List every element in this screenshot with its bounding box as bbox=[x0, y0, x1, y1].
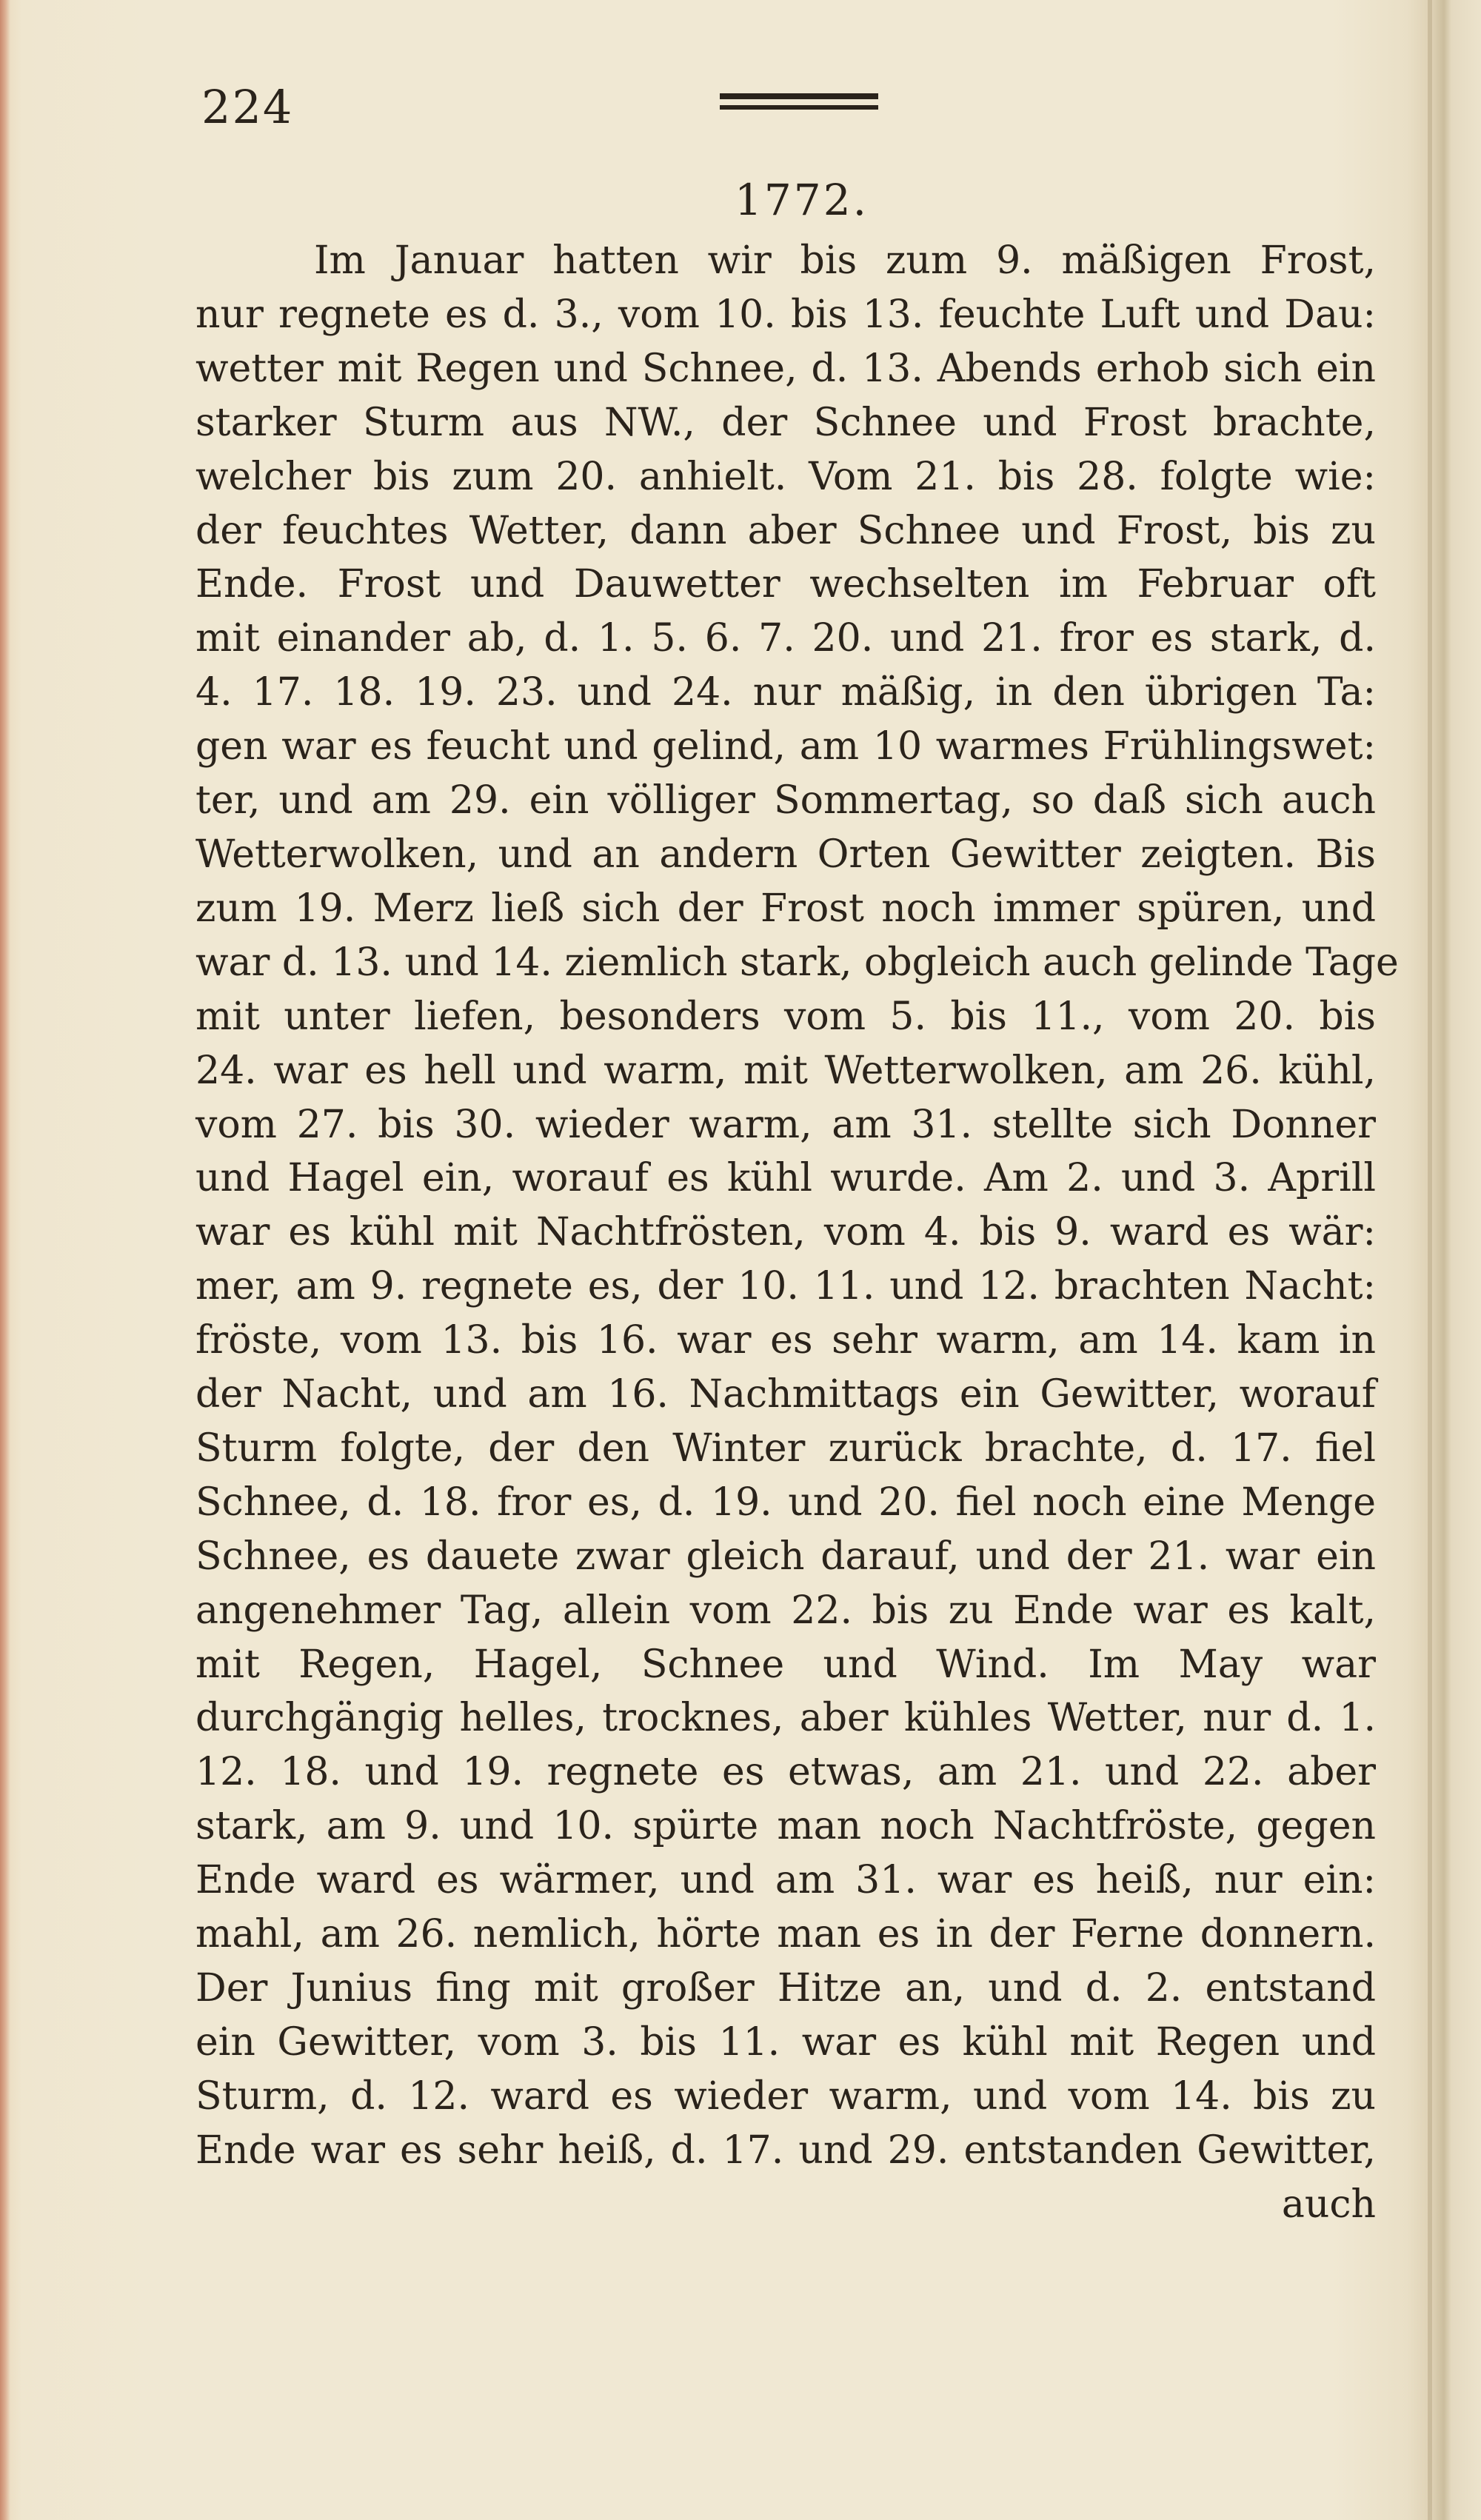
text-line: Sturm, d. 12. ward es wieder warm, und vom 14. bis zu bbox=[195, 2073, 1376, 2119]
text-line: mit unter liefen, besonders vom 5. bis 11., vom 20. bis bbox=[195, 994, 1376, 1039]
text-line: 4. 17. 18. 19. 23. und 24. nur mäßig, in den übrigen Ta: bbox=[195, 670, 1376, 715]
text-line: war d. 13. und 14. ziemlich stark, obgleich auch gelinde Tage bbox=[195, 940, 1399, 985]
text-line: welcher bis zum 20. anhielt. Vom 21. bis 28. folgte wie: bbox=[195, 454, 1376, 499]
text-line: vom 27. bis 30. wieder warm, am 31. stellte sich Donner bbox=[195, 1102, 1376, 1147]
text-line: 12. 18. und 19. regnete es etwas, am 21. und 22. aber bbox=[195, 1750, 1376, 1795]
text-line: Sturm folgte, der den Winter zurück brachte, d. 17. fiel bbox=[195, 1426, 1376, 1471]
text-line: 24. war es hell und warm, mit Wetterwolken, am 26. kühl, bbox=[195, 1048, 1376, 1093]
text-line: zum 19. Merz ließ sich der Frost noch immer spüren, und bbox=[195, 886, 1376, 931]
text-line: ein Gewitter, vom 3. bis 11. war es kühl mit Regen und bbox=[195, 2019, 1376, 2065]
text-line: angenehmer Tag, allein vom 22. bis zu Ende war es kalt, bbox=[195, 1588, 1376, 1633]
text-line: Wetterwolken, und an andern Orten Gewitter zeigten. Bis bbox=[195, 832, 1376, 877]
header-rule bbox=[720, 93, 878, 114]
text-line: fröste, vom 13. bis 16. war es sehr warm, am 14. kam in bbox=[195, 1318, 1376, 1363]
text-line: gen war es feucht und gelind, am 10 warmes Frühlingswet: bbox=[195, 724, 1376, 769]
text-line: Ende war es sehr heiß, d. 17. und 29. entstanden Gewitter, bbox=[195, 2128, 1376, 2173]
text-line: Ende ward es wärmer, und am 31. war es heiß, nur ein: bbox=[195, 1858, 1376, 1903]
text-line: der feuchtes Wetter, dann aber Schnee und Frost, bis zu bbox=[195, 508, 1376, 553]
text-line: Ende. Frost und Dauwetter wechselten im Februar oft bbox=[195, 562, 1376, 607]
text-line: der Nacht, und am 16. Nachmittags ein Gewitter, worauf bbox=[195, 1372, 1376, 1417]
text-line: Schnee, d. 18. fror es, d. 19. und 20. fiel noch eine Menge bbox=[195, 1480, 1376, 1525]
text-line: ter, und am 29. ein völliger Sommertag, so daß sich auch bbox=[195, 778, 1376, 823]
text-line: mit einander ab, d. 1. 5. 6. 7. 20. und 21. fror es stark, d. bbox=[195, 616, 1376, 661]
catchword: auch bbox=[1281, 2182, 1376, 2227]
text-line: und Hagel ein, worauf es kühl wurde. Am 2. und 3. Aprill bbox=[195, 1156, 1376, 1201]
text-line: Im Januar hatten wir bis zum 9. mäßigen Frost, bbox=[314, 238, 1376, 283]
header-rule-top bbox=[720, 93, 878, 99]
text-line: mer, am 9. regnete es, der 10. 11. und 12. brachten Nacht: bbox=[195, 1264, 1376, 1309]
text-line: Schnee, es dauete zwar gleich darauf, und der 21. war ein bbox=[195, 1534, 1376, 1579]
text-line: mahl, am 26. nemlich, hörte man es in der Ferne donnern. bbox=[195, 1912, 1376, 1957]
text-line: wetter mit Regen und Schnee, d. 13. Abends erhob sich ein bbox=[195, 346, 1376, 391]
text-line: nur regnete es d. 3., vom 10. bis 13. feuchte Luft und Dau: bbox=[195, 292, 1376, 337]
page-edge-left bbox=[0, 0, 10, 2520]
text-line: starker Sturm aus NW., der Schnee und Frost brachte, bbox=[195, 400, 1376, 445]
header-rule-bottom bbox=[720, 105, 878, 110]
page-number: 224 bbox=[201, 80, 294, 134]
text-line: mit Regen, Hagel, Schnee und Wind. Im May war bbox=[195, 1642, 1376, 1687]
body-paragraph bbox=[195, 234, 1399, 2232]
section-year-heading: 1772. bbox=[735, 175, 869, 225]
text-line: war es kühl mit Nachtfrösten, vom 4. bis 9. ward es wär: bbox=[195, 1210, 1376, 1255]
text-line: Der Junius fing mit großer Hitze an, und d. 2. entstand bbox=[195, 1966, 1376, 2011]
text-line: durchgängig helles, trocknes, aber kühles Wetter, nur d. 1. bbox=[195, 1696, 1376, 1741]
text-line: stark, am 9. und 10. spürte man noch Nachtfröste, gegen bbox=[195, 1804, 1376, 1849]
page-gutter bbox=[1428, 0, 1432, 2520]
